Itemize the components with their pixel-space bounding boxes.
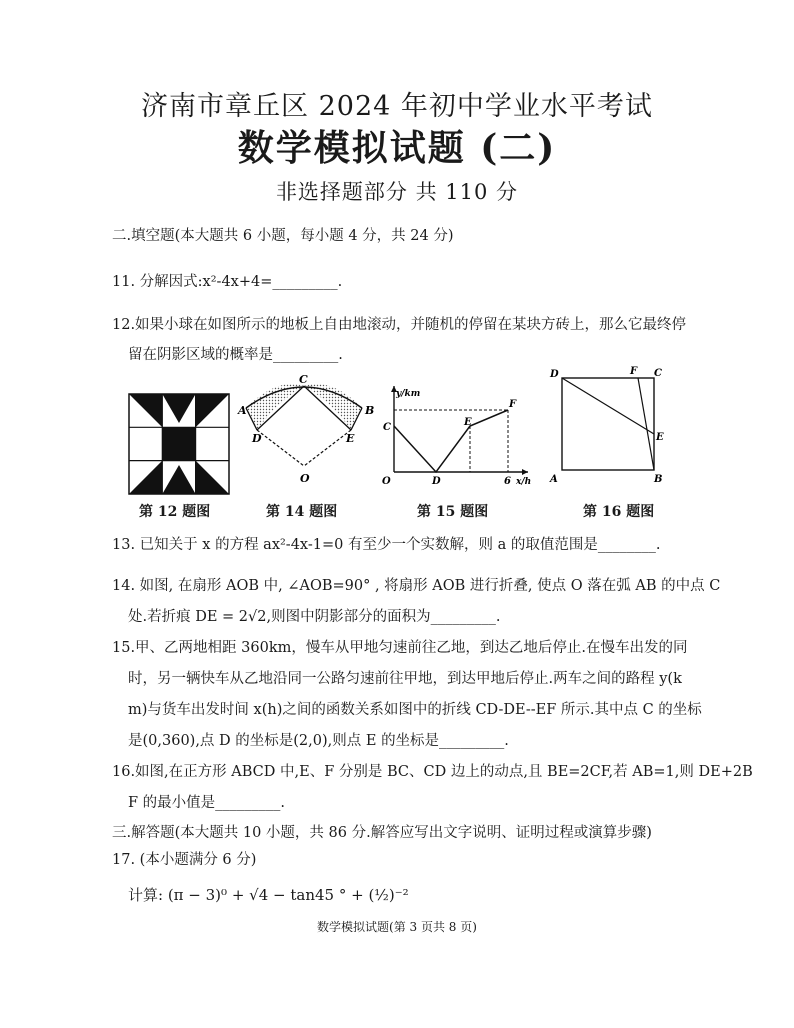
question-14-line2: 处.若折痕 DE = 2√2,则图中阴影部分的面积为_________. xyxy=(128,609,501,625)
fig16-label-a: A xyxy=(550,474,558,485)
fig16-label-c: C xyxy=(654,368,662,379)
figure-16 xyxy=(542,362,674,490)
fig14-label-c: C xyxy=(299,373,308,386)
fig15-label-o: O xyxy=(382,476,391,487)
fig16-label-e: E xyxy=(656,432,664,443)
exam-title-line1: 济南市章丘区 2024 年初中学业水平考试 xyxy=(141,91,653,122)
section-fill-blank-heading: 二.填空题(本大题共 6 小题，每小题 4 分，共 24 分) xyxy=(112,228,454,244)
fig15-label-e: E xyxy=(464,417,472,428)
page-footer: 数学模拟试题(第 3 页共 8 页) xyxy=(317,920,477,934)
section-solve-heading: 三.解答题(本大题共 10 小题，共 86 分.解答应写出文字说明、证明过程或演算步骤) xyxy=(112,825,652,841)
question-15-line1: 15.甲、乙两地相距 360km，慢车从甲地匀速前往乙地，到达乙地后停止.在慢车出发的同 xyxy=(112,640,688,656)
fig15-label-six: 6 xyxy=(504,476,511,487)
question-11: 11. 分解因式:x²-4x+4=_________. xyxy=(112,274,343,290)
figure-14 xyxy=(232,372,382,487)
question-12-line2: 留在阴影区域的概率是_________. xyxy=(128,347,343,363)
fig16-label-d: D xyxy=(550,369,559,380)
fig14-label-d: D xyxy=(252,432,262,445)
figure-15 xyxy=(378,380,538,488)
question-13: 13. 已知关于 x 的方程 ax²-4x-1=0 有至少一个实数解，则 a 的取值范围是________. xyxy=(112,537,661,553)
fig15-label-c: C xyxy=(383,422,391,433)
fig15-label-y: y/km xyxy=(396,389,421,399)
caption-figure-12: 第 12 题图 xyxy=(139,504,211,520)
fig14-label-a: A xyxy=(238,404,247,417)
question-14-line1: 14. 如图, 在扇形 AOB 中, ∠AOB=90° , 将扇形 AOB 进行折叠, 使点 O 落在弧 AB 的中点 C xyxy=(112,578,721,594)
fig15-label-f: F xyxy=(509,399,517,410)
question-15-line3: m)与货车出发时间 x(h)之间的函数关系如图中的折线 CD-DE--EF 所示.其中点 C 的坐标 xyxy=(128,702,702,718)
fig16-label-b: B xyxy=(654,474,663,485)
caption-figure-16: 第 16 题图 xyxy=(583,504,655,520)
question-12-line1: 12.如果小球在如图所示的地板上自由地滚动，并随机的停留在某块方砖上，那么它最终停 xyxy=(112,317,687,333)
caption-figure-15: 第 15 题图 xyxy=(417,504,489,520)
figure-12 xyxy=(128,393,230,495)
question-16-line2: F 的最小值是_________. xyxy=(128,795,286,811)
question-15-line2: 时，另一辆快车从乙地沿同一公路匀速前往甲地，到达甲地后停止.两车之间的路程 y(k xyxy=(128,671,682,687)
fig15-label-d: D xyxy=(432,476,441,487)
section-title: 非选择题部分 共 110 分 xyxy=(275,180,519,204)
question-17-heading: 17. (本小题满分 6 分) xyxy=(112,852,257,868)
question-16-line1: 16.如图,在正方形 ABCD 中,E、F 分别是 BC、CD 边上的动点,且 BE=2CF,若 AB=1,则 DE+2B xyxy=(112,764,753,780)
exam-title-line2: 数学模拟试题 (二) xyxy=(237,127,557,169)
fig16-label-f: F xyxy=(630,366,638,377)
question-17-expression: 计算: (π − 3)⁰ + √4 − tan45 ° + (½)⁻² xyxy=(128,886,409,904)
fig15-label-x: x/h xyxy=(516,477,532,487)
fig14-label-e: E xyxy=(346,432,355,445)
caption-figure-14: 第 14 题图 xyxy=(266,504,338,520)
question-15-line4: 是(0,360),点 D 的坐标是(2,0),则点 E 的坐标是_________. xyxy=(128,733,509,749)
fig14-label-o: O xyxy=(300,472,310,485)
fig14-label-b: B xyxy=(365,404,375,417)
